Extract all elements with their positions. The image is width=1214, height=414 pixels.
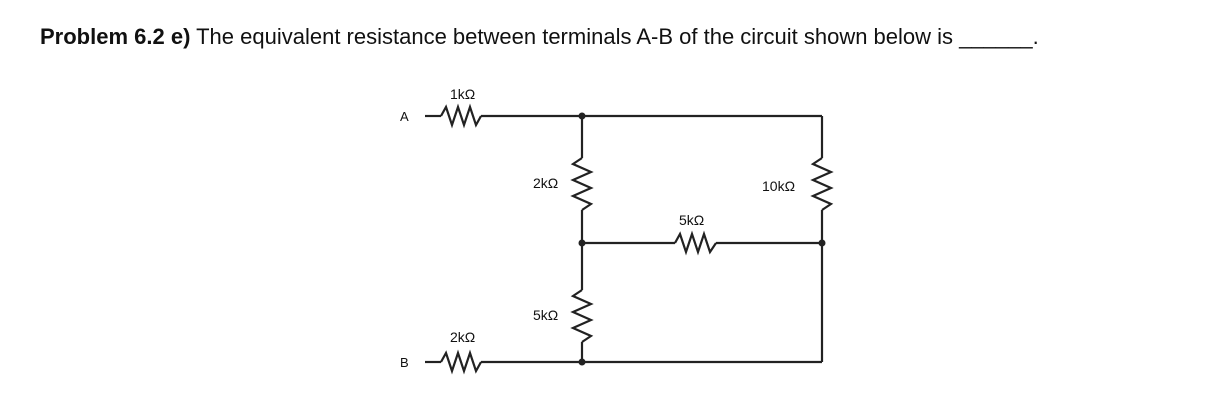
problem-text: The equivalent resistance between terminals A-B of the circuit shown below is	[190, 24, 960, 49]
resistor-2k-vertical	[573, 158, 591, 210]
problem-label: Problem 6.2 e)	[40, 24, 191, 49]
junction-dot	[579, 359, 586, 366]
terminal-a-label: A	[400, 109, 409, 124]
resistor-1k-top	[441, 107, 481, 125]
junction-dot	[819, 240, 826, 247]
resistor-2k-vertical-label: 2kΩ	[533, 175, 559, 191]
resistor-10k-label: 10kΩ	[762, 178, 796, 194]
resistor-10k-vertical	[813, 158, 831, 210]
resistor-5k-horizontal-label: 5kΩ	[679, 212, 705, 228]
answer-blank: ______	[959, 24, 1033, 49]
resistor-5k-horizontal	[675, 234, 716, 252]
resistor-1k-label: 1kΩ	[450, 86, 476, 102]
resistor-5k-vertical	[573, 290, 591, 342]
resistor-5k-vertical-label: 5kΩ	[533, 307, 559, 323]
junction-dot	[579, 113, 586, 120]
problem-period: .	[1032, 24, 1039, 49]
terminal-b-label: B	[400, 355, 409, 370]
junction-dot	[579, 240, 586, 247]
resistor-2k-bottom-label: 2kΩ	[450, 329, 476, 345]
resistor-2k-bottom	[441, 353, 481, 371]
